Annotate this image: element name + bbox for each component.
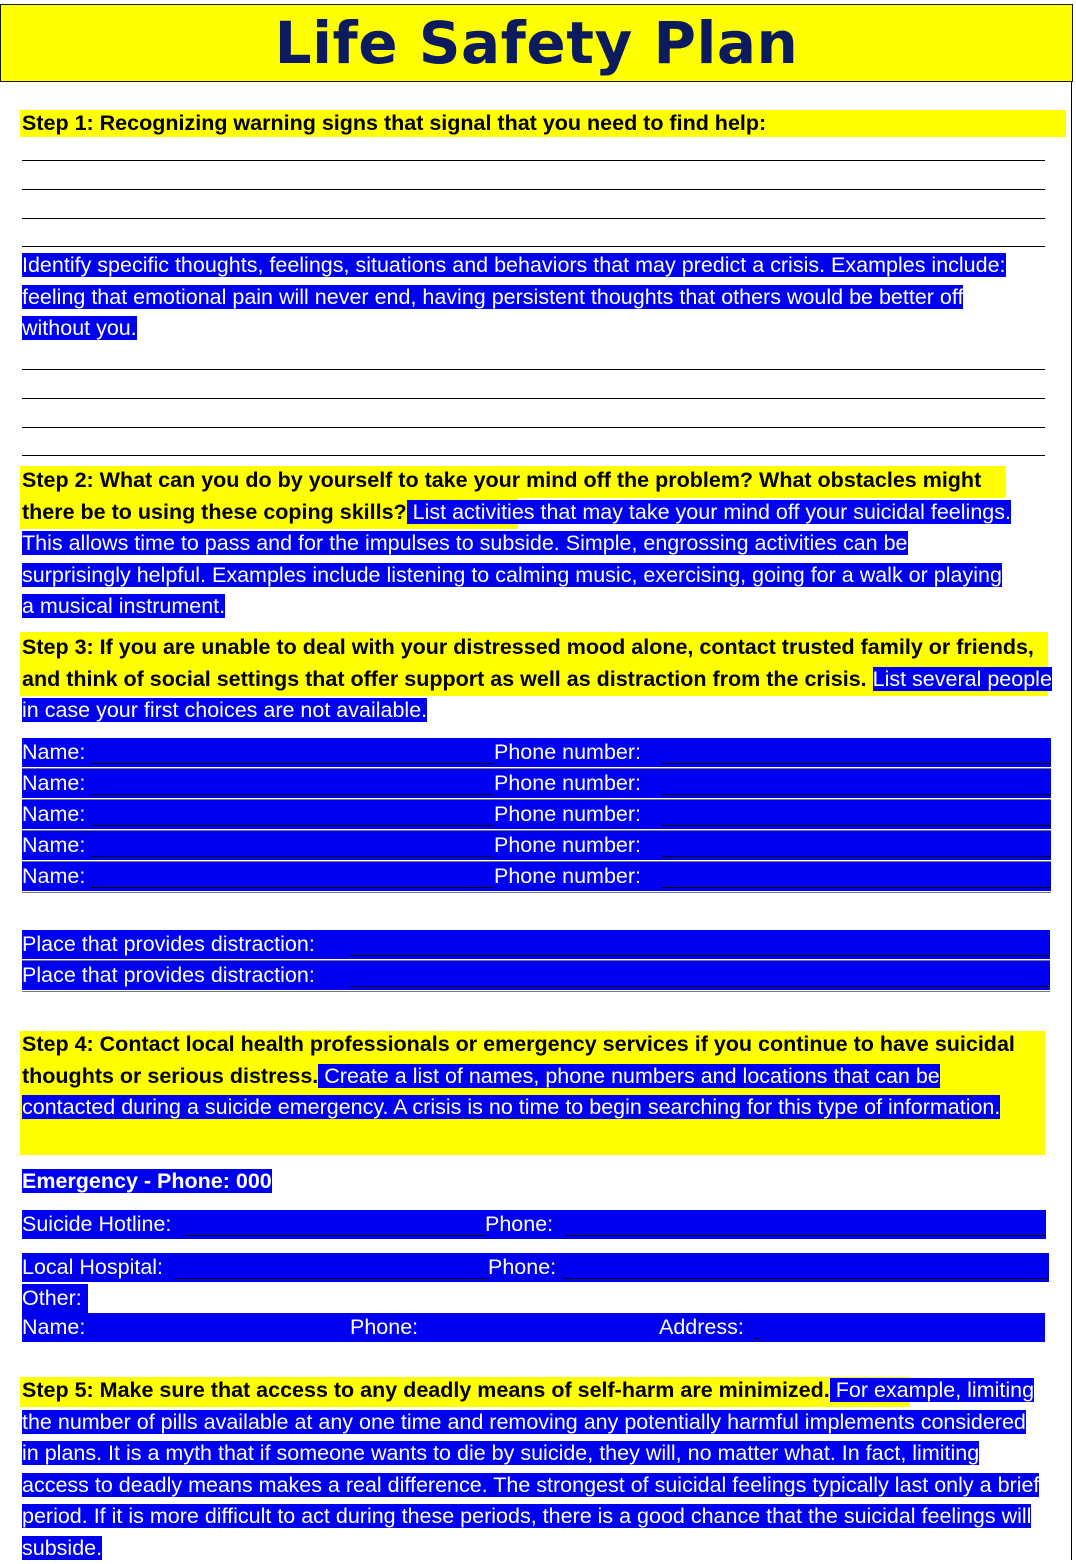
step4-body: Create a list of names, phone numbers and locations that can be contacted during a suicide emergency. A crisis is no time to begin searching for this type of information. [22, 1063, 1001, 1119]
contact-row[interactable]: Name: Phone number: [22, 769, 1051, 798]
contact-row[interactable]: Name: Phone number: [22, 800, 1051, 829]
writing-line[interactable] [22, 246, 1045, 247]
step3-body: List several people in case your first choices are not available. [22, 666, 1052, 722]
step2-body: List activities that may take your mind off your suicidal feelings. This allows time to pass and for the impulses to subside. Simple, engrossing activities can be surprisingly helpful. Examples include listening to calming music, exercising, going for a walk or playing a musical instrument. [22, 499, 1011, 618]
writing-line[interactable] [22, 369, 1045, 370]
step4-heading: Step 4: Contact local health professionals or emergency services if you continue to have suicidal thoughts or serious distress. [22, 1032, 1015, 1088]
step3-heading: Step 3: If you are unable to deal with your distressed mood alone, contact trusted family or friends, and think of social settings that offer support as well as distraction from the crisis. [22, 635, 1034, 691]
step2-text [22, 465, 1012, 623]
step2-heading: Step 2: What can you do by yourself to take your mind off the problem? What obstacles might there be to using these coping skills? [22, 468, 982, 524]
distraction-place-row[interactable]: Place that provides distraction: [22, 961, 1050, 990]
page-border [1071, 82, 1072, 1560]
step4-text [22, 1029, 1027, 1124]
step3-text [22, 632, 1052, 727]
writing-line[interactable] [22, 398, 1045, 399]
writing-line[interactable] [22, 427, 1045, 428]
step1-heading: Step 1: Recognizing warning signs that signal that you need to find help: [22, 111, 767, 135]
suicide-hotline-row[interactable]: Suicide Hotline: Phone: [22, 1210, 1046, 1239]
emergency-phone: Emergency - Phone: 000 [22, 1169, 272, 1193]
title-banner [0, 4, 1073, 82]
step5-heading: Step 5: Make sure that access to any deadly means of self-harm are minimized. [22, 1378, 830, 1402]
writing-line[interactable] [22, 160, 1045, 161]
step5-text [22, 1375, 1047, 1564]
writing-line[interactable] [22, 455, 1045, 456]
local-hospital-row[interactable]: Local Hospital: Phone: [22, 1253, 1049, 1282]
contact-row[interactable]: Name: Phone number: [22, 738, 1051, 767]
writing-line[interactable] [22, 189, 1045, 190]
step1-body: Identify specific thoughts, feelings, situations and behaviors that may predict a crisis. Examples include: feeling that emotional pain will never end, having persistent thoughts that others would be better off without you. [22, 253, 1006, 340]
other-label: Other: [22, 1284, 88, 1313]
page-title: Life Safety Plan [274, 9, 799, 77]
step5-body: For example, limiting the number of pills available at any one time and removing any potentially harmful implements considered in plans. It is a myth that if someone wants to die by suicide, they will, no matter what. In fact, limiting access to deadly means makes a real difference. The strongest of suicidal feelings typically last only a brief period. If it is more difficult to act during these periods, there is a good chance that the suicidal feelings will subside. [22, 1378, 1040, 1560]
contact-row[interactable]: Name: Phone number: [22, 831, 1051, 860]
other-contact-row[interactable]: Name: Phone: Address: [22, 1313, 1045, 1342]
contact-row[interactable]: Name: Phone number: [22, 862, 1051, 891]
distraction-place-row[interactable]: Place that provides distraction: [22, 930, 1050, 959]
writing-line[interactable] [22, 218, 1045, 219]
